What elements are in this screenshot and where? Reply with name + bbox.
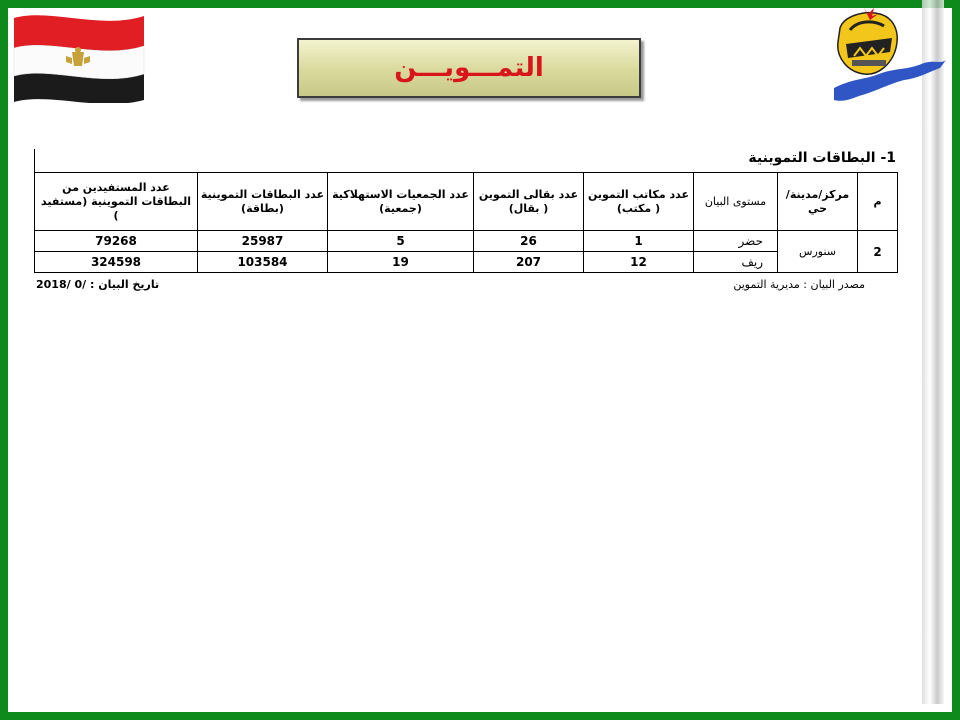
offices-cell: 1: [584, 231, 694, 252]
offices-cell: 12: [584, 252, 694, 273]
col-header-index: م: [858, 173, 898, 231]
table-row: [35, 231, 898, 252]
ration-cards-table: [34, 172, 898, 273]
grocers-cell: 26: [474, 231, 584, 252]
center-name-cell: سنورس: [778, 231, 858, 273]
page-title: التمـــويـــن: [394, 53, 544, 83]
data-date: تاريخ البيان : /0 /2018: [36, 278, 160, 291]
col-header-grocers: عدد بقالى التموين ( بقال): [474, 173, 584, 231]
coops-cell: 19: [328, 252, 474, 273]
level-cell: ريف: [694, 252, 778, 273]
col-header-cards: عدد البطاقات التموينية (بطاقة): [198, 173, 328, 231]
col-header-center: مركز/مدينة/حي: [778, 173, 858, 231]
decorative-strip: [922, 0, 944, 704]
col-header-coops: عدد الجمعيات الاستهلاكية (جمعية): [328, 173, 474, 231]
governorate-logo-icon: [834, 8, 948, 104]
beneficiaries-cell: 324598: [35, 252, 198, 273]
section-heading: 1- البطاقات التموينية: [748, 150, 896, 166]
cards-cell: 103584: [198, 252, 328, 273]
data-source: مصدر البيان : مديرية التموين: [733, 278, 865, 291]
table-left-rule: [34, 149, 35, 173]
table-header-row: [35, 173, 898, 231]
col-header-offices: عدد مكاتب التموين ( مكتب): [584, 173, 694, 231]
row-index-cell: 2: [858, 231, 898, 273]
grocers-cell: 207: [474, 252, 584, 273]
coops-cell: 5: [328, 231, 474, 252]
egypt-flag-icon: [10, 8, 148, 103]
page-title-box: [297, 38, 641, 98]
table-row: [35, 252, 898, 273]
col-header-level: مستوى البيان: [694, 173, 778, 231]
level-cell: حضر: [694, 231, 778, 252]
beneficiaries-cell: 79268: [35, 231, 198, 252]
cards-cell: 25987: [198, 231, 328, 252]
col-header-beneficiaries: عدد المستفيدين من البطاقات التموينية (مستفيد ): [35, 173, 198, 231]
